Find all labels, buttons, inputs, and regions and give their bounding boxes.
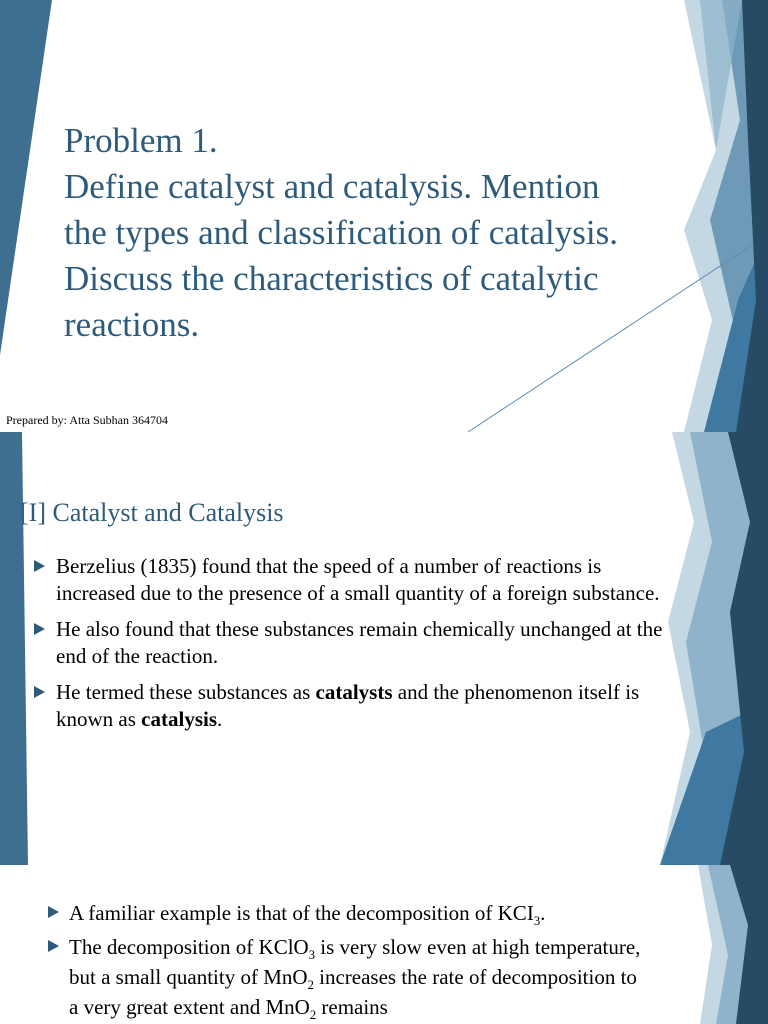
bullet-text (69, 935, 641, 1023)
text-run: . (540, 901, 546, 925)
subscript: 2 (307, 978, 314, 993)
bullet-text (69, 901, 546, 929)
bullet-text: He also found that these substances remain chemically unchanged at the end of the reaction. (56, 617, 663, 668)
bullet-arrow-icon (34, 560, 45, 572)
text-run: The decomposition of KClO (69, 935, 309, 959)
slide-1-title (64, 118, 704, 348)
text-run: remains (316, 995, 388, 1019)
slide-1 (0, 0, 768, 432)
text-run: is very slow even at high temperature, but a small quantity of MnO (69, 935, 641, 989)
bullet-text: Berzelius (1835) found that the speed of a number of reactions is increased due to the presence of a small quantity of a foreign substance. (56, 554, 660, 605)
title-line: Define catalyst and catalysis. Mention (64, 167, 600, 206)
subscript: 3 (308, 948, 316, 963)
list-item (34, 553, 674, 607)
slide-3 (0, 865, 768, 1024)
title-line: the types and classification of catalysis. (64, 213, 619, 252)
list-item (48, 898, 648, 928)
text-run: increases the rate of decomposition to a very great extent and MnO (69, 965, 637, 1019)
bullet-arrow-icon (34, 686, 45, 698)
title-line: reactions. (64, 305, 200, 344)
list-item (48, 932, 648, 1022)
slide-2 (0, 432, 768, 865)
subscript: 2 (309, 1008, 317, 1023)
text-run: He termed these substances as (56, 680, 316, 704)
bullet-text (56, 680, 639, 731)
prepared-by-credit: Prepared by: Atta Subhan 364704 (6, 413, 168, 427)
text-run: . (217, 707, 223, 731)
bullet-arrow-icon (48, 906, 59, 918)
section-heading: [I] Catalyst and Catalysis (20, 498, 284, 527)
term-catalysis: catalysis (141, 707, 217, 731)
bullet-list (48, 898, 648, 1024)
list-item (34, 616, 674, 670)
title-line: Problem 1. (64, 121, 218, 160)
subscript: 3 (533, 914, 541, 929)
text-run: and the phenomenon itself is known as (56, 680, 640, 731)
bullet-arrow-icon (48, 940, 59, 952)
list-item (34, 679, 674, 733)
left-edge-band (0, 0, 52, 355)
left-edge-band (0, 432, 28, 865)
bullet-arrow-icon (34, 623, 45, 635)
bullet-list (34, 553, 674, 742)
text-run: A familiar example is that of the decomposition of KCI (69, 901, 534, 925)
term-catalysts: catalysts (315, 680, 393, 704)
title-line: Discuss the characteristics of catalytic (64, 259, 599, 298)
